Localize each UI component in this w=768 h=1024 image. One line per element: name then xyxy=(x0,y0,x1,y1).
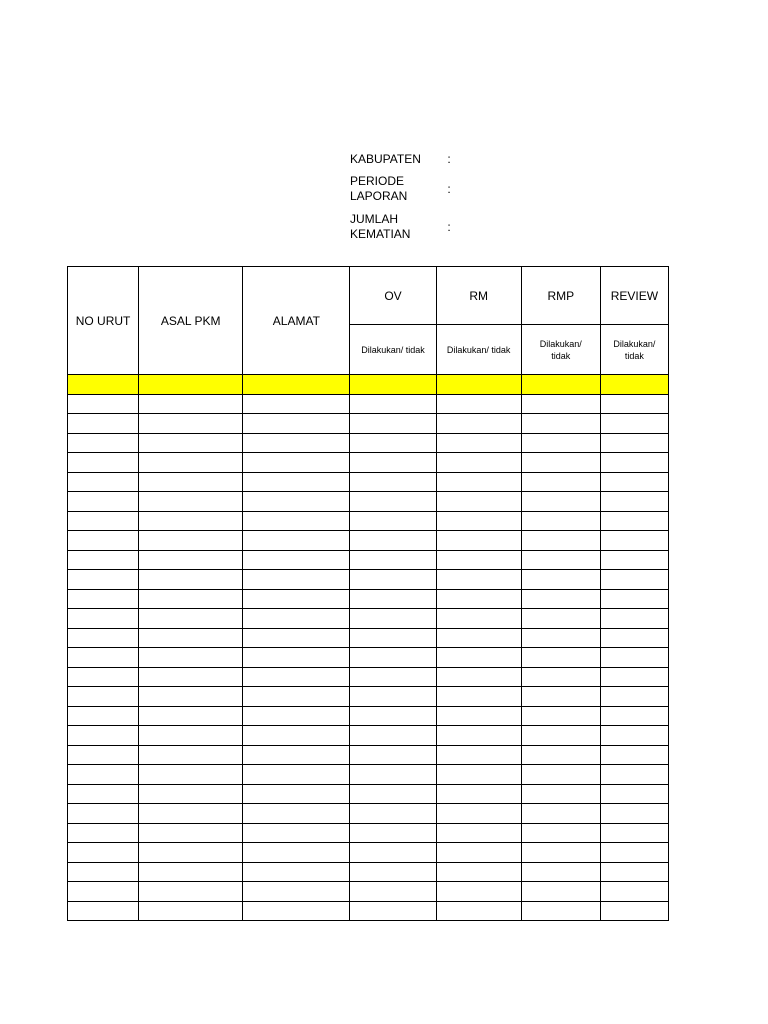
table-cell xyxy=(139,765,243,785)
info-row-jumlah xyxy=(350,206,470,244)
table-cell xyxy=(600,745,668,765)
table-cell xyxy=(350,901,436,921)
table-row xyxy=(68,414,669,434)
table-row xyxy=(68,843,669,863)
table-cell xyxy=(243,414,350,434)
table-cell xyxy=(350,628,436,648)
table-cell xyxy=(68,375,139,395)
table-cell xyxy=(350,453,436,473)
table-cell xyxy=(350,375,436,395)
table-cell xyxy=(350,550,436,570)
table-cell xyxy=(139,550,243,570)
table-cell xyxy=(600,414,668,434)
table-cell xyxy=(521,394,600,414)
table-cell xyxy=(68,726,139,746)
table-cell xyxy=(521,648,600,668)
table-cell xyxy=(68,589,139,609)
table-cell xyxy=(68,784,139,804)
table-cell xyxy=(243,901,350,921)
table-cell xyxy=(139,648,243,668)
table-cell xyxy=(139,784,243,804)
table-cell xyxy=(68,804,139,824)
table-cell xyxy=(68,862,139,882)
table-cell xyxy=(243,843,350,863)
table-cell xyxy=(350,745,436,765)
table-row xyxy=(68,823,669,843)
table-cell xyxy=(350,823,436,843)
table-cell xyxy=(139,882,243,902)
header-asal-pkm: ASAL PKM xyxy=(139,267,243,375)
table-row xyxy=(68,453,669,473)
table-cell xyxy=(68,823,139,843)
table-cell xyxy=(521,433,600,453)
table-cell xyxy=(243,531,350,551)
header-rmp: RMP xyxy=(521,267,600,325)
table-cell xyxy=(350,394,436,414)
table-cell xyxy=(243,628,350,648)
table-cell xyxy=(521,589,600,609)
jumlah-kematian-colon: : xyxy=(447,219,451,234)
table-cell xyxy=(243,609,350,629)
table-cell xyxy=(68,414,139,434)
table-cell xyxy=(436,843,521,863)
table-row xyxy=(68,609,669,629)
table-cell xyxy=(68,706,139,726)
table-cell xyxy=(600,706,668,726)
table-cell xyxy=(521,784,600,804)
kabupaten-colon: : xyxy=(447,151,451,166)
header-rm: RM xyxy=(436,267,521,325)
table-cell xyxy=(243,550,350,570)
table-cell xyxy=(436,882,521,902)
table-cell xyxy=(521,375,600,395)
table-cell xyxy=(243,804,350,824)
header-review: REVIEW xyxy=(600,267,668,325)
table-cell xyxy=(243,823,350,843)
table-cell xyxy=(600,843,668,863)
table-cell xyxy=(521,804,600,824)
table-cell xyxy=(600,784,668,804)
table-cell xyxy=(600,667,668,687)
table-row xyxy=(68,901,669,921)
table-row xyxy=(68,511,669,531)
table-cell xyxy=(68,531,139,551)
table-cell xyxy=(436,765,521,785)
table-cell xyxy=(521,550,600,570)
subheader-rm: Dilakukan/ tidak xyxy=(436,325,521,375)
table-cell xyxy=(68,394,139,414)
table-cell xyxy=(436,550,521,570)
table-cell xyxy=(600,394,668,414)
table-cell xyxy=(436,687,521,707)
table-cell xyxy=(521,609,600,629)
table-cell xyxy=(436,648,521,668)
table-cell xyxy=(350,570,436,590)
table-cell xyxy=(243,453,350,473)
table-cell xyxy=(436,472,521,492)
table-cell xyxy=(350,784,436,804)
table-row xyxy=(68,726,669,746)
table-row xyxy=(68,433,669,453)
table-cell xyxy=(68,492,139,512)
table-cell xyxy=(139,472,243,492)
table-cell xyxy=(436,628,521,648)
subheader-rmp: Dilakukan/ tidak xyxy=(521,325,600,375)
table-cell xyxy=(68,628,139,648)
table-cell xyxy=(350,765,436,785)
table-cell xyxy=(436,433,521,453)
periode-laporan-colon: : xyxy=(447,181,451,196)
table-cell xyxy=(139,726,243,746)
table-cell xyxy=(436,804,521,824)
table-cell xyxy=(436,667,521,687)
table-row xyxy=(68,706,669,726)
subheader-ov: Dilakukan/ tidak xyxy=(350,325,436,375)
table-cell xyxy=(521,687,600,707)
table-cell xyxy=(243,765,350,785)
table-row xyxy=(68,765,669,785)
table-cell xyxy=(521,862,600,882)
table-cell xyxy=(436,375,521,395)
info-row-periode xyxy=(350,168,470,206)
table-cell xyxy=(521,901,600,921)
table-cell xyxy=(600,901,668,921)
table-cell xyxy=(600,492,668,512)
table-cell xyxy=(68,433,139,453)
table-cell xyxy=(436,511,521,531)
table-cell xyxy=(350,609,436,629)
table-cell xyxy=(521,531,600,551)
table-cell xyxy=(600,609,668,629)
table-cell xyxy=(436,414,521,434)
table-cell xyxy=(436,706,521,726)
table-cell xyxy=(243,375,350,395)
table-cell xyxy=(68,667,139,687)
table-cell xyxy=(243,472,350,492)
table-row xyxy=(68,784,669,804)
table-cell xyxy=(600,375,668,395)
table-cell xyxy=(600,804,668,824)
report-info xyxy=(350,150,470,244)
table-cell xyxy=(243,511,350,531)
table-cell xyxy=(68,511,139,531)
header-alamat: ALAMAT xyxy=(243,267,350,375)
table-cell xyxy=(521,823,600,843)
table-cell xyxy=(68,882,139,902)
table-cell xyxy=(436,745,521,765)
table-cell xyxy=(521,492,600,512)
table-cell xyxy=(350,433,436,453)
table-cell xyxy=(350,706,436,726)
table-cell xyxy=(139,667,243,687)
table-row xyxy=(68,882,669,902)
subheader-review: Dilakukan/ tidak xyxy=(600,325,668,375)
header-ov: OV xyxy=(350,267,436,325)
table-row xyxy=(68,862,669,882)
table-cell xyxy=(350,492,436,512)
table-cell xyxy=(521,628,600,648)
table-cell xyxy=(68,843,139,863)
table-cell xyxy=(350,687,436,707)
table-row xyxy=(68,628,669,648)
table-cell xyxy=(139,862,243,882)
table-cell xyxy=(521,414,600,434)
table-cell xyxy=(350,667,436,687)
table-cell xyxy=(139,843,243,863)
table-cell xyxy=(350,862,436,882)
table-cell xyxy=(600,765,668,785)
table-cell xyxy=(436,589,521,609)
table-cell xyxy=(243,394,350,414)
table-cell xyxy=(68,609,139,629)
highlighted-row xyxy=(68,375,669,395)
table-cell xyxy=(139,453,243,473)
table-cell xyxy=(350,804,436,824)
table-cell xyxy=(139,804,243,824)
table-cell xyxy=(243,862,350,882)
table-cell xyxy=(350,648,436,668)
table-cell xyxy=(139,531,243,551)
table-cell xyxy=(243,882,350,902)
header-row xyxy=(68,267,669,325)
table-cell xyxy=(600,882,668,902)
table-cell xyxy=(521,726,600,746)
table-cell xyxy=(350,511,436,531)
table-cell xyxy=(436,726,521,746)
table-cell xyxy=(68,901,139,921)
table-row xyxy=(68,745,669,765)
table-cell xyxy=(600,823,668,843)
table-row xyxy=(68,550,669,570)
table-cell xyxy=(600,511,668,531)
table-row xyxy=(68,804,669,824)
info-row-kabupaten xyxy=(350,150,470,168)
table-cell xyxy=(350,531,436,551)
table-row xyxy=(68,667,669,687)
jumlah-kematian-label: JUMLAH KEMATIAN xyxy=(350,212,411,241)
table-cell xyxy=(600,687,668,707)
table-cell xyxy=(243,667,350,687)
table-cell xyxy=(243,706,350,726)
table-cell xyxy=(139,609,243,629)
table-cell xyxy=(521,843,600,863)
table-cell xyxy=(521,882,600,902)
table-cell xyxy=(139,511,243,531)
table-row xyxy=(68,531,669,551)
table-cell xyxy=(521,511,600,531)
table-cell xyxy=(521,706,600,726)
table-cell xyxy=(436,531,521,551)
table-cell xyxy=(243,745,350,765)
table-cell xyxy=(139,745,243,765)
table-cell xyxy=(521,745,600,765)
table-cell xyxy=(350,589,436,609)
table-cell xyxy=(243,687,350,707)
table-cell xyxy=(600,589,668,609)
table-cell xyxy=(243,784,350,804)
table-row xyxy=(68,570,669,590)
table-row xyxy=(68,394,669,414)
kabupaten-label: KABUPATEN xyxy=(350,151,421,166)
table-cell xyxy=(68,570,139,590)
table-cell xyxy=(436,394,521,414)
table-cell xyxy=(436,570,521,590)
table-cell xyxy=(350,843,436,863)
table-cell xyxy=(350,472,436,492)
table-cell xyxy=(600,862,668,882)
table-cell xyxy=(600,531,668,551)
table-row xyxy=(68,472,669,492)
table-cell xyxy=(521,667,600,687)
table-cell xyxy=(436,901,521,921)
table-cell xyxy=(139,901,243,921)
table-cell xyxy=(139,823,243,843)
table-row xyxy=(68,648,669,668)
header-no-urut: NO URUT xyxy=(68,267,139,375)
table-cell xyxy=(436,609,521,629)
table-cell xyxy=(436,823,521,843)
report-table xyxy=(67,266,669,921)
table-cell xyxy=(68,687,139,707)
table-row xyxy=(68,492,669,512)
periode-laporan-label: PERIODE LAPORAN xyxy=(350,174,408,203)
table-row xyxy=(68,589,669,609)
table-cell xyxy=(139,433,243,453)
table-cell xyxy=(350,882,436,902)
table-cell xyxy=(243,726,350,746)
table-body xyxy=(68,375,669,921)
table-cell xyxy=(600,628,668,648)
table-cell xyxy=(243,570,350,590)
table-cell xyxy=(436,862,521,882)
table-cell xyxy=(436,453,521,473)
table-cell xyxy=(350,726,436,746)
table-cell xyxy=(139,492,243,512)
table-cell xyxy=(243,648,350,668)
table-row xyxy=(68,687,669,707)
table-cell xyxy=(68,765,139,785)
table-cell xyxy=(139,414,243,434)
table-cell xyxy=(600,550,668,570)
table-cell xyxy=(600,726,668,746)
table-cell xyxy=(521,765,600,785)
table-cell xyxy=(139,394,243,414)
table-cell xyxy=(243,589,350,609)
table-cell xyxy=(243,433,350,453)
table-cell xyxy=(139,706,243,726)
table-cell xyxy=(521,472,600,492)
table-cell xyxy=(139,687,243,707)
table-cell xyxy=(68,453,139,473)
table-cell xyxy=(68,745,139,765)
table-cell xyxy=(600,472,668,492)
table-cell xyxy=(521,453,600,473)
table-cell xyxy=(139,589,243,609)
table-cell xyxy=(600,570,668,590)
table-cell xyxy=(600,433,668,453)
table-cell xyxy=(521,570,600,590)
table-cell xyxy=(436,492,521,512)
table-cell xyxy=(436,784,521,804)
table-cell xyxy=(68,472,139,492)
table-cell xyxy=(139,375,243,395)
table-cell xyxy=(350,414,436,434)
table-cell xyxy=(600,453,668,473)
table-cell xyxy=(68,648,139,668)
table-cell xyxy=(600,648,668,668)
table-cell xyxy=(243,492,350,512)
table-cell xyxy=(68,550,139,570)
table-cell xyxy=(139,570,243,590)
table-cell xyxy=(139,628,243,648)
